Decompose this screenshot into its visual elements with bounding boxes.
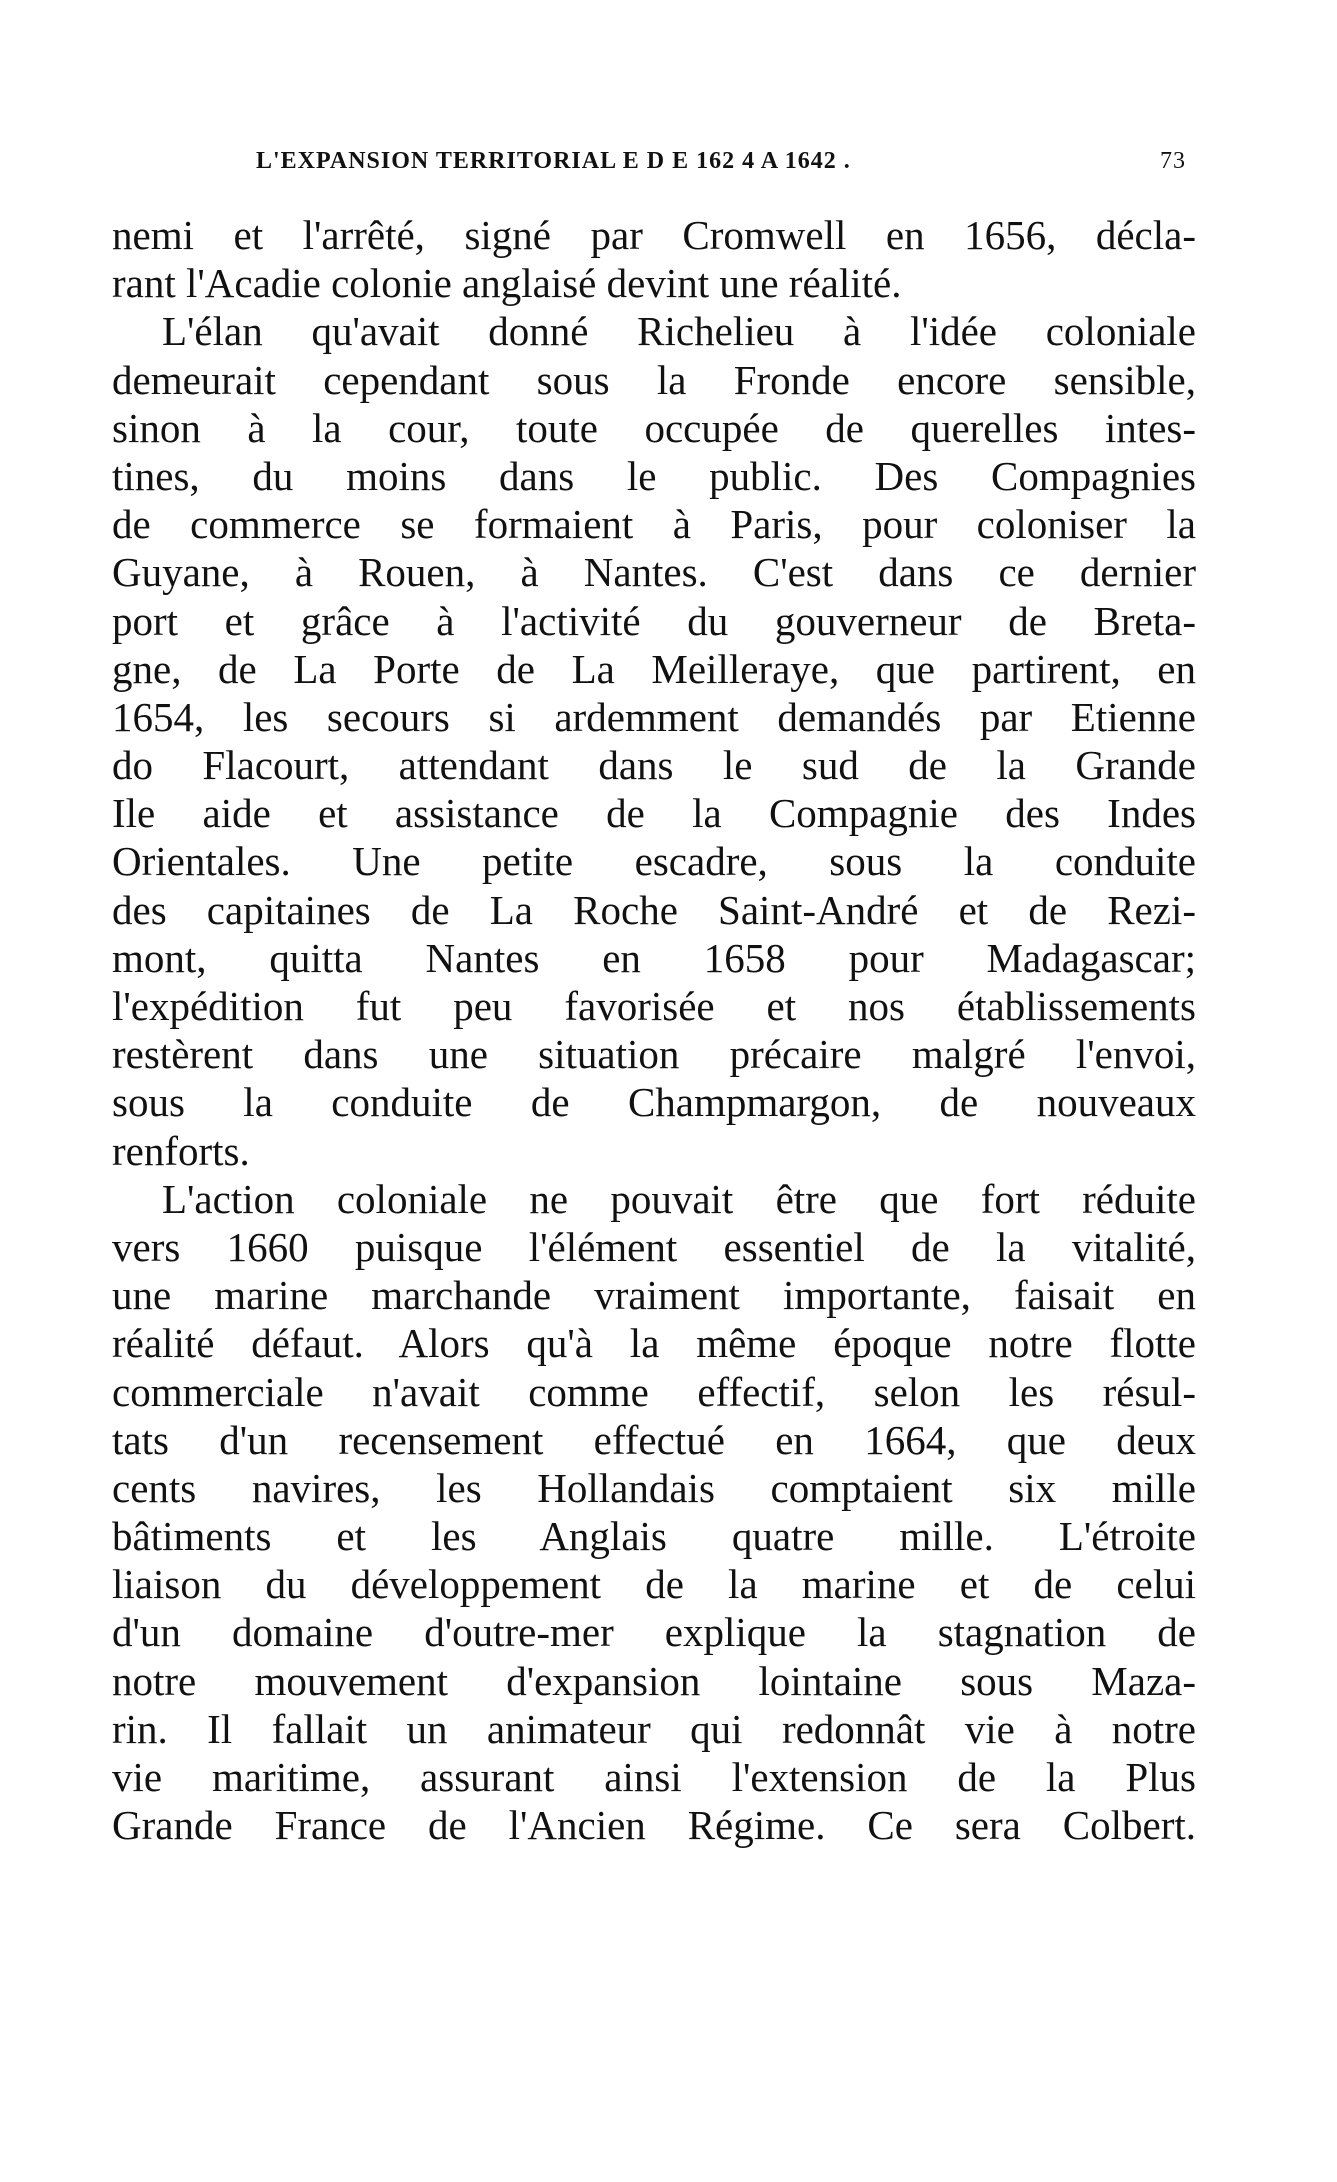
running-title: L'EXPANSION TERRITORIAL E D E 162 4 A 1642 .: [256, 148, 851, 174]
text-line: Guyane, à Rouen, à Nantes. C'est dans ce dernier: [112, 549, 1196, 596]
text-line: vers 1660 puisque l'élément essentiel de la vitalité,: [112, 1223, 1196, 1270]
text-line: L'action coloniale ne pouvait être que fort réduite: [162, 1175, 1196, 1222]
text-line: rant l'Acadie colonie anglaisé devint une réalité.: [112, 260, 902, 307]
text-line: rin. Il fallait un animateur qui redonnât vie à notre: [112, 1705, 1196, 1752]
text-line: sous la conduite de Champmargon, de nouveaux: [112, 1079, 1196, 1126]
text-line: demeurait cependant sous la Fronde encore sensible,: [112, 356, 1196, 403]
text-line: notre mouvement d'expansion lointaine sous Maza-: [112, 1657, 1196, 1704]
running-header: [256, 148, 1186, 188]
text-line: mont, quitta Nantes en 1658 pour Madagascar;: [112, 934, 1196, 981]
text-line: renforts.: [112, 1127, 250, 1174]
text-line: tats d'un recensement effectué en 1664, que deux: [112, 1416, 1196, 1463]
text-line: port et grâce à l'activité du gouverneur de Breta-: [112, 597, 1196, 644]
text-line: des capitaines de La Roche Saint-André et de Rezi-: [112, 886, 1196, 933]
text-line: Grande France de l'Ancien Régime. Ce sera Colbert.: [112, 1802, 1196, 1849]
text-line: Ile aide et assistance de la Compagnie des Indes: [112, 790, 1196, 837]
text-line: commerciale n'avait comme effectif, selon les résul-: [112, 1368, 1196, 1415]
text-line: liaison du développement de la marine et de celui: [112, 1561, 1196, 1608]
text-line: cents navires, les Hollandais comptaient six mille: [112, 1464, 1196, 1511]
text-line: d'un domaine d'outre-mer explique la stagnation de: [112, 1609, 1196, 1656]
page-number: 73: [1160, 148, 1186, 174]
text-line: L'élan qu'avait donné Richelieu à l'idée coloniale: [162, 308, 1196, 355]
text-line: restèrent dans une situation précaire malgré l'envoi,: [112, 1031, 1196, 1078]
text-line: nemi et l'arrêté, signé par Cromwell en 1656, décla-: [112, 212, 1196, 258]
text-line: Orientales. Une petite escadre, sous la conduite: [112, 838, 1196, 885]
text-line: de commerce se formaient à Paris, pour coloniser la: [112, 501, 1196, 548]
text-line: l'expédition fut peu favorisée et nos établissements: [112, 983, 1196, 1029]
text-line: do Flacourt, attendant dans le sud de la Grande: [112, 742, 1196, 789]
text-line: une marine marchande vraiment importante, faisait en: [112, 1272, 1196, 1319]
body-text: [112, 211, 1196, 1849]
text-line: 1654, les secours si ardemment demandés par Etienne: [112, 693, 1196, 740]
text-line: sinon à la cour, toute occupée de querelles intes-: [112, 404, 1196, 451]
text-line: vie maritime, assurant ainsi l'extension de la Plus: [112, 1754, 1196, 1800]
text-line: gne, de La Porte de La Meilleraye, que partirent, en: [112, 645, 1196, 692]
text-line: bâtiments et les Anglais quatre mille. L'étroite: [112, 1513, 1196, 1560]
text-line: réalité défaut. Alors qu'à la même époque notre flotte: [112, 1320, 1196, 1367]
text-line: tines, du moins dans le public. Des Compagnies: [112, 452, 1196, 499]
